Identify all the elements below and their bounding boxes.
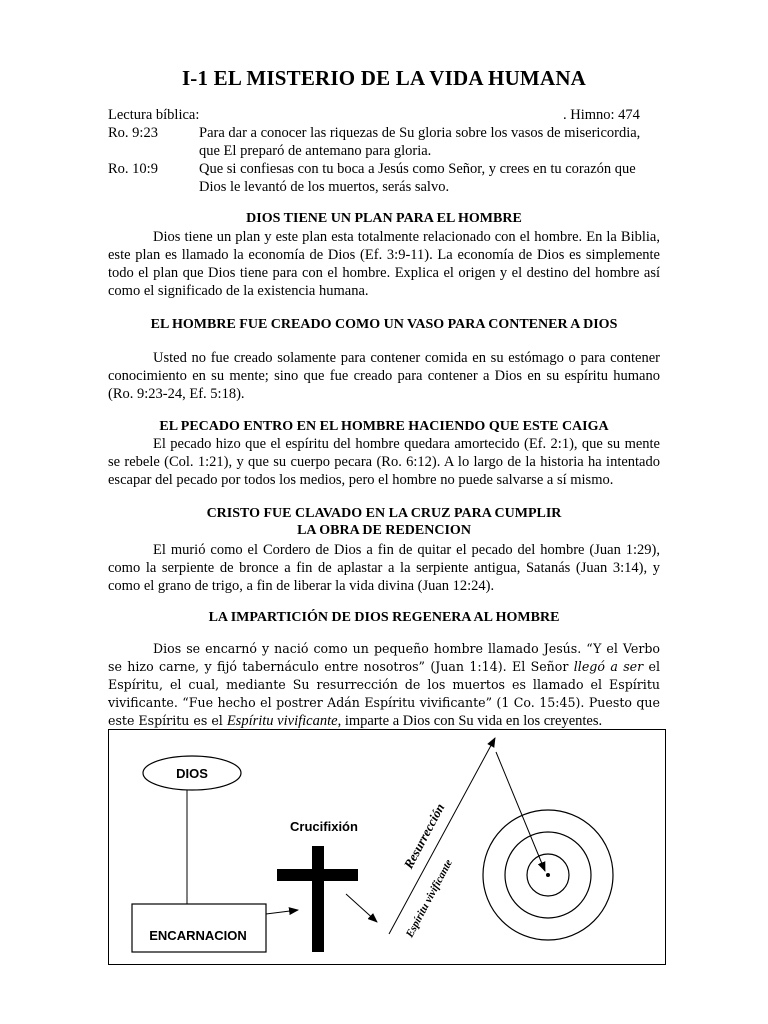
section-heading-line2: LA OBRA DE REDENCION — [297, 523, 471, 538]
cross-icon — [312, 846, 324, 952]
paragraph-text-part: Dios se encarnó y nació como un pequeño hombre llamado Jesús. “Y el Verbo se hizo carne, y fijó tabernáculo entre nosotros” (Juan 1:14). El Señor — [108, 641, 660, 674]
verse-text: Dios le levantó de los muertos, serás salvo. — [199, 179, 450, 195]
paragraph-text-part: el Espíritu, el cual, mediante Su resurrección de los muertos es llamado el Espíritu vivificante. “Fue hecho el postrer Adán Espíritu vivificante” (1 Co. 15:45). Puesto que este Espíritu es el — [108, 659, 661, 728]
resurreccion-label: Resurrección — [400, 800, 448, 871]
section-heading: EL HOMBRE FUE CREADO COMO UN VASO PARA CONTENER A DIOS — [150, 317, 618, 332]
espiritu-label: Espíritu vivificante — [403, 857, 455, 940]
arrow-into-circles — [496, 752, 545, 871]
paragraph-emphasis: llegó a ser — [573, 659, 644, 674]
resurrection-arrow — [389, 738, 495, 934]
himno-label: . Himno: 474 — [563, 107, 640, 123]
paragraph-text: El murió como el Cordero de Dios a fin de quitar el pecado del hombre (Juan 1:29), como la serpiente de bronce a fin de aplastar a la serpiente antigua, Satanás (Juan 3:14), y como el grano de trigo, a fin de liberar la vida divina (Juan 12:24). — [108, 542, 660, 594]
verse-ref: Ro. 9:23 — [108, 125, 158, 141]
section-heading: EL PECADO ENTRO EN EL HOMBRE HACIENDO QUE ESTE CAIGA — [159, 419, 609, 434]
section-heading: DIOS TIENE UN PLAN PARA EL HOMBRE — [246, 211, 522, 226]
paragraph-text-part: , imparte a Dios con Su vida en los creyentes. — [337, 713, 603, 729]
cross-icon-bar — [277, 869, 358, 881]
lectura-label: Lectura bíblica: — [108, 107, 200, 123]
arrow-from-cross — [346, 894, 377, 922]
dios-label: DIOS — [176, 766, 208, 781]
verse-text: Para dar a conocer las riquezas de Su gloria sobre los vasos de misericordia, — [199, 125, 641, 141]
paragraph-text: Usted no fue creado solamente para contener comida en su estómago o para contener conocimiento en su mente; sino que fue creado para contener a Dios en su espíritu humano (Ro. 9:23-24, Ef. 5:18). — [108, 350, 660, 402]
crucifixion-label: Crucifixión — [290, 819, 358, 834]
arrow-to-cross — [266, 910, 298, 914]
verse-ref: Ro. 10:9 — [108, 161, 158, 177]
paragraph-emphasis: Espíritu vivificante — [226, 713, 338, 729]
encarnacion-label: ENCARNACION — [149, 928, 247, 943]
page-title: I-1 EL MISTERIO DE LA VIDA HUMANA — [181, 66, 587, 90]
center-dot — [546, 873, 550, 877]
verse-text: que El preparó de antemano para gloria. — [199, 143, 432, 159]
verse-text: Que si confiesas con tu boca a Jesús como Señor, y crees en tu corazón que — [199, 161, 636, 177]
section-heading: CRISTO FUE CLAVADO EN LA CRUZ PARA CUMPLIR — [206, 506, 562, 521]
paragraph-text: El pecado hizo que el espíritu del hombre quedara amortecido (Ef. 2:1), que su mente se rebele (Col. 1:21), y que su cuerpo pecara (Ro. 6:12). A lo largo de la historia ha intentado escapar del pecado por todos los medios, pero el hombre no puede salvarse a sí mismo. — [108, 436, 660, 488]
paragraph-text: Dios tiene un plan y este plan esta totalmente relacionado con el hombre. En la Biblia, este plan es llamado la economía de Dios (Ef. 3:9-11). La economía de Dios es simplemente todo el plan que Dios tiene para con el hombre. Explica el origen y el destino del hombre así como el significado de la existencia humana. — [108, 229, 660, 299]
section-heading: LA IMPARTICIÓN DE DIOS REGENERA AL HOMBRE — [208, 610, 560, 625]
